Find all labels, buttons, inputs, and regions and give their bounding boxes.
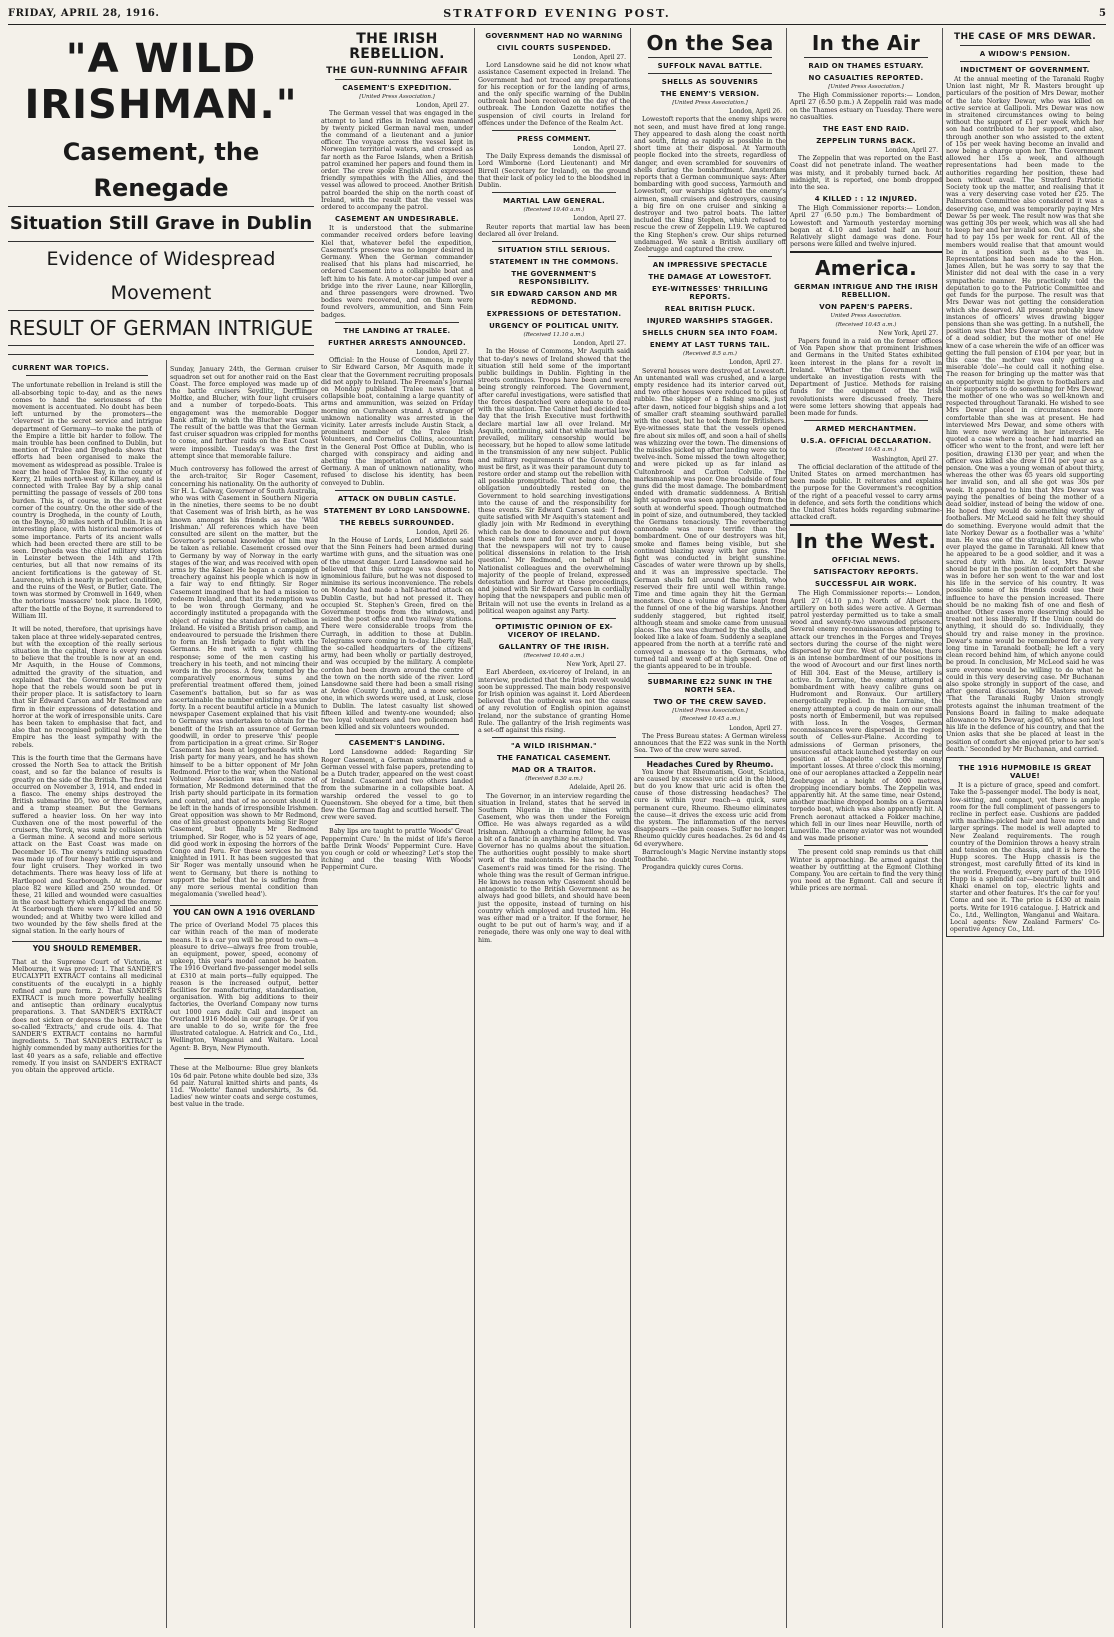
story-heading: GERMAN INTRIGUE AND THE IRISH REBELLION.	[793, 283, 939, 300]
dateline: New York, April 27.	[878, 329, 938, 337]
wire-credit: [United Press Association.]	[672, 100, 748, 106]
advert-text: Progandra quickly cures Corns.	[642, 864, 744, 872]
story-subheading: MARTIAL LAW GENERAL.	[503, 197, 605, 206]
article-paragraph: The Press Bureau states: A German wireless announces that the E22 was sunk in the North Sea. Two of the crew were saved.	[634, 732, 786, 755]
masthead	[8, 6, 1106, 25]
article-paragraph: It is understood that the submarine commander received orders before leaving Kiel that, whatever befel the expedition, Casement's presence was no longer desired in Germany. When the German commander realised that his plans had miscarried, he ordered Casement into a collapsible boat and left him to his fate. A motor-car jumped over a bridge into the river Laune, near Killorglin, and three passengers were drowned. Two bodies were recovered, and on them were found revolvers, ammunition, and Sinn Fein badges.	[321, 225, 473, 319]
story-subheading: A WIDOW'S PENSION.	[979, 50, 1071, 58]
article-paragraph: Lord Lansdowne said he did not know what assistance Casement expected in Ireland. The Government had not traced any preparations for his reception or for the landing of arms, and the only specific warning of the Dublin outbreak had been received on the day of the outbreak. The London Gazette notifies the suspension of civil courts in Ireland for offences under the Defence of the Realm Act.	[478, 62, 630, 127]
article-paragraph: Lord Lansdowne added: Regarding Sir Roger Casement, a German submarine and a German vessel with false papers, pretending to be a Dutch trader, appeared on the west coast of Ireland. Casement and two others landed from the submarine in a collapsible boat. A warship ordered the vessel to go to Queenstown. She obeyed for a time, but then flew the German flag and scuttled herself. The crew were saved.	[321, 749, 473, 822]
wire-credit: [United Press Association.]	[359, 94, 435, 100]
story-subheading: THE REBELS SURROUNDED.	[339, 518, 455, 527]
story-subheading: SHELLS CHURN SEA INTO FOAM.	[642, 329, 778, 338]
story-subheading: URGENCY OF POLITICAL UNITY.	[489, 322, 619, 331]
lead-deck-3: RESULT OF GERMAN INTRIGUE	[8, 311, 314, 346]
column-1-heading: CURRENT WAR TOPICS.	[12, 364, 110, 372]
story-subheading: CASEMENT'S EXPEDITION.	[342, 84, 452, 92]
divider	[804, 420, 928, 421]
dateline: London, April 27.	[885, 147, 938, 155]
received-time: (Received 8.5 a.m.)	[683, 351, 737, 358]
article-paragraph: Lowestoft reports that the enemy ships were not seen, and must have fired at long range. They appeared to dash along the coast north and south, firing as rapidly as possible in the short time at their disposal. At Yarmouth people flocked into the streets, regardless of danger, and even scrambled for souvenirs of shells during the bombardment. Amsterdam reports that a German communique says: After bombarding with good success, Yarmouth and Lowestoft, our warships sighted the enemy's airmen, small cruisers and destroyers, causing a big fire on one cruiser and sinking a destroyer and two patrol boats. The latter included the King Stephen, which refused to rescue the crew of Zeppelin L19. We captured the King Stephen's crew. Our ships returned undamaged. We sank a British auxiliary off Zeebrugge and captured the crew.	[634, 116, 786, 254]
story-subheading: STATEMENT IN THE COMMONS.	[489, 258, 619, 267]
article-paragraph: In the House of Commons, Mr Asquith said that to-day's news of Ireland showed that the situation still held some of the important public buildings in Dublin. Fighting in the streets continues. Troops have been and were being strongly reinforced. The Government, after careful investigations, were satisfied that the forces despatched were adequate to deal with the situation. The Cabinet had decided to-day that the Irish Executive must forthwith declare martial law all over Ireland. Mr Asquith, continuing, said that while martial law prevailed, military censorship would be necessary, but he hoped to allow some latitude in the transmission of any new subject. Public and military requirements of the Government must be first, as it was their paramount duty to restore order and stamp out the rebellion with all possible promptitude. That being done, the obligation undoubtedly rested on the Government to hold searching investigations into the cause of and the responsibility for these events. Sir Edward Carson said: 'I feel quite satisfied with Mr Asquith's statement and gladly join with Mr Redmond in everything which can be done to denounce and put down these rebels now and for ever more. I hope that the newspapers will not try to cause political dissensions in relation to the Irish question.' Mr Redmond, on behalf of his Nationalist colleagues and the overwhelming majority of the people of Ireland, expressed detestation and horror at these proceedings, and joined with Sir Edward Carson in cordially hoping that the newspapers and public men of Britain will not use the events in Ireland as a political weapon against any Party.	[478, 348, 630, 615]
dateline: Adelaide, April 26.	[569, 784, 626, 792]
story-subheading: FURTHER ARRESTS ANNOUNCED.	[328, 338, 466, 347]
dateline: New York, April 27.	[566, 661, 626, 669]
divider	[335, 490, 459, 491]
dateline: London, April 27.	[729, 724, 782, 732]
story-subheading: EYE-WITNESSES' THRILLING REPORTS.	[651, 285, 769, 302]
article-paragraph: The Zeppelin that was reported on the East Coast did not penetrate inland. The weather was misty, and it probably turned back. At midnight, it is reported, one bomb dropped into the sea.	[790, 155, 942, 192]
divider	[492, 192, 616, 193]
dateline: London, April 27.	[573, 145, 626, 153]
received-time: (Received 10.40 a.m.)	[523, 207, 585, 214]
received-time: (Received 8.30 a.m.)	[525, 776, 583, 783]
story-heading: THE CASE OF MRS DEWAR.	[954, 32, 1096, 42]
story-subheading: THE FANATICAL CASEMENT.	[496, 754, 612, 763]
column-7	[942, 28, 1107, 1628]
divider	[790, 251, 942, 253]
columns	[8, 28, 1106, 1628]
article-paragraph: The unfortunate rebellion in Ireland is still the all-absorbing topic to-day, and as the news comes to hand the seriousness of the movement is accentuated. No doubt has been left unturned by the promoters—the 'cleverest' in the secret service and intrigue department of Germany—to make the path of the Empire a little bit harder to follow. The main trouble has been confined to Dublin, but mention of Tralee and Drogheda shows that efforts had been organised to make the movement as widespread as possible. Tralee is near the head of Tralee Bay, in the county of Kerry, 21 miles north-west of Killarney, and is connected with Tralee Bay by a ship canal permitting the passage of vessels of 200 tons burden. This is, of course, in the south-west corner of the country. On the other side of the country is Drogheda, in the county of Louth, on the Boyne, 30 miles north of Dublin. It is an interesting place, with historical memories of some importance. Parts of its ancient walls which had been erected there are still to be seen. Drogheda was the chief military station in Leinster between the 14th and 17th centuries, but all that now remains of its ancient fortifications is the gateway of St. Laurence, which is nearly in perfect condition, and the ruins of the West, or Butler, Gate. The town was stormed by Cromwell in 1649, when the notorious 'massacre' took place. In 1690, after the battle of the Boyne, it surrendered to William III.	[12, 382, 162, 620]
story-heading: OFFICIAL NEWS.	[831, 556, 901, 565]
story-subheading: THE LANDING AT TRALEE.	[343, 326, 451, 335]
story-subheading: SUCCESSFUL AIR WORK.	[815, 580, 917, 589]
lead-deck-1: Situation Still Grave in Dublin	[8, 207, 314, 242]
wire-credit: [United Press Association.]	[828, 84, 904, 90]
story-subheading: THE ENEMY'S VERSION.	[660, 90, 760, 98]
story-subheading: THE DAMAGE AT LOWESTOFT.	[648, 273, 772, 282]
advert-box	[946, 757, 1104, 937]
story-subheading: NO CASUALTIES REPORTED.	[808, 74, 924, 82]
divider	[960, 45, 1090, 46]
divider	[492, 737, 616, 738]
story-subheading: STATEMENT BY LORD LANSDOWNE.	[323, 506, 471, 515]
divider	[335, 734, 459, 735]
dateline: London, April 26.	[416, 528, 469, 536]
section-heading: In the West.	[795, 529, 937, 554]
section-heading: On the Sea	[646, 31, 774, 55]
lead-deck-4	[8, 346, 314, 355]
divider	[492, 130, 616, 131]
article-paragraph: The German vessel that was engaged in the attempt to land rifles in Ireland was manned by twenty picked German naval men, under the command of a lieutenant and a junior officer. The voyage across the vessel kept in Norwegian territorial waters, and crossed as far north as the Faroe Islands, when a British patrol examined her papers and found them in order. The crew spoke English and expressed friendly sympathies with the Allies, and the vessel was allowed to proceed. Another British patrol boarded the ship on the north coast of Ireland, with the result that the vessel was ordered to accompany the patrol.	[321, 110, 473, 212]
wire-credit: [United Press Association.]	[672, 708, 748, 715]
story-subheading: U.S.A. OFFICIAL DECLARATION.	[800, 437, 932, 446]
article-paragraph: Reuter reports that martial law has been declared all over Ireland.	[478, 223, 630, 238]
article-paragraph: The Daily Express demands the dismissal of Lord Wimborne (Lord Lieutenant) and Mr Birrell (Secretary for Ireland), on the ground that their lack of policy led to the bloodshed in Dublin.	[478, 153, 630, 190]
dateline: London, April 27.	[573, 215, 626, 223]
lead-block	[8, 28, 314, 355]
column-5	[630, 28, 789, 1628]
divider	[648, 673, 772, 674]
story-subheading: SATISFACTORY REPORTS.	[813, 568, 919, 577]
divider	[184, 1058, 304, 1059]
divider	[492, 618, 616, 619]
column-6	[786, 28, 945, 1628]
story-subheading: AN IMPRESSIVE SPECTACLE	[652, 261, 768, 270]
article-paragraph: It will be noted, therefore, that uprisings have taken place at three widely-separated centres, but with the exception of the really serious situation in the capital, there is every reason to believe that the trouble is now at an end. Mr Asquith, in the House of Commons, admitted the gravity of the situation, and explained that the Government had every hope that the rebels would soon be put in their proper place. It is satisfactory to learn that Sir Edward Carson and Mr Redmond are firm in their expressions of detestation and horror at the work of irresponsible units. Care has been taken to emphasise that fact, and also that no recognised political body in the Empire has the least sympathy with the rebels.	[12, 626, 162, 749]
dateline: London, April 27.	[416, 348, 469, 356]
story-heading: ARMED MERCHANTMEN.	[815, 425, 917, 434]
advert-heading: THE 1916 HUPMOBILE IS GREAT VALUE!	[958, 764, 1092, 781]
article-paragraph: The High Commissioner reports:— London, April 27 (4.10 p.m.) North of Albert the artillery on both sides were active. A German patrol yesterday permitted us to take a small wood and seventy-two unwounded prisoners. Several enemy reconnaissances attempting to attack our trenches in the Forges and Treyes sectors during the course of the night were dispersed by our fire. West of the Meuse, there is an intense bombardment of our positions in the wood of Avocourt and our first lines north of Hill 304. East of the Meuse, artillery is active. In Lorraine, the enemy attempted a bombardment with heavy calibre guns on Hudromont and Ronvaux. Our artillery energetically replied. In the Lorraine, the enemy attempted a coup de main on our small posts north of Embermenil, but was repulsed with loss. In the Vosges, German reconnaissances were dispersed in the region south of Celles-sur-Plaine. According to admissions of German prisoners, the unsuccessful attack launched yesterday on our position at Chapelotte cost the enemy important losses. At three o'clock this morning, one of our aeroplanes attacked a Zeppelin near Zeebrugge at a height of 4000 metres, dropping incendiary bombs. The Zeppelin was apparently hit. At the same time, near Ostend, another machine dropped bombs on a German torpedo boat, which was also apparently hit. A French aeronaut attacked a Fokker machine, which fell in our lines near Heuville, north of Luneville. The enemy aviator was not wounded and was made prisoner.	[790, 590, 942, 843]
section-heading: America.	[815, 256, 917, 281]
divider	[648, 57, 772, 58]
story-heading: GOVERNMENT HAD NO WARNING	[485, 32, 623, 40]
received-time: (Received 10.45 a.m.)	[835, 321, 897, 328]
divider	[790, 524, 942, 526]
column-3	[318, 28, 476, 1628]
lead-title: "A WILD IRISHMAN."	[24, 36, 298, 128]
dateline: London, April 26.	[729, 108, 782, 116]
divider	[335, 79, 459, 80]
advert-text: It is a picture of grace, speed and comfort. Take the 5-passenger model. The body is neat, low-sitting, and compact, yet there is ample room for the full compliment of passengers to recline in perfect ease. Cushions are padded with machine-picked hair and have more and larger springs. The model is well adapted to New Zealand requirements. The rough country of the Dominion throws a heavy strain and tension on the chassis, and it is here the Hupp scores. The Hupp chassis is the strongest, most carefully fitted of its kind in the world. Frequently, every part of the 1916 Hupp is a splendid car—beautifully built and Khaki enamel on top, electric lights and starter and other features. It's the car for you! Come and see it. The price is £430 at main ports. Write for 1916 catalogue. J. Hatrick and Co., Ltd., Wellington, Wanganui and Waitara. Local agents: New Zealand Farmers' Co-operative Agency Co., Ltd.	[950, 782, 1100, 934]
story-subheading: REAL BRITISH PLUCK.	[664, 305, 756, 314]
column-4	[474, 28, 633, 1628]
story-subheading: THE GOVERNMENT'S RESPONSIBILITY.	[511, 270, 597, 287]
story-subheading: ATTACK ON DUBLIN CASTLE.	[337, 494, 457, 503]
article-paragraph: Several houses were destroyed at Lowestoft. An untenanted wall was crushed, and a large empty residence had its interior carved out, and two other houses were reduced to piles of rubble. The skipper of a fishing smack, just after dawn, noticed four biggish ships and a lot of smaller craft steaming southward parallel with the coast, but he took them for Britishers. Eye-witnesses state that the vessels opened fire about six miles off, and soon a hail of shells was whizzing over the town. The dimensions of the missiles picked up after landing were six to twelve-inch. Some missed the town altogether, and were picked up as far inland as Cultonbrook and Carlton Colville. The marksmanship was poor. One broadside of four guns did the most damage. The bombardment ended with dramatic suddenness. A British light squadron was seen approaching from the south at wonderful speed. Though outmatched in point of size, and outnumbered, they tackled the Germans tenaciously. The reverberating cannonade was more terrific than the bombardment. One of our destroyers was hit, smoke and flames being visible, but she continued blazing away with her guns. The fight was conducted in bright sunshine. Cascades of water were thrown up by shells, and it was an impressive spectacle. The German shells fell around the British, who reserved their fire until well within range. Time and time again they hit the German monsters. Once a volume of flame leapt from the funnel of one of the big warships. Another suddenly staggered, but righted itself, although steam and smoke came from unusual places. The sea was churned by the shells, and looked like a lake of foam. Suddenly a seaplane appeared from the north at a terrific rate and conveyed a message to the Germans, who turned tail and went off at high speed. One of the giants appeared to be in trouble.	[634, 367, 786, 670]
dateline: London, April 27.	[573, 54, 626, 61]
article-paragraph: In the House of Lords, Lord Middleton said that the Sinn Feiners had been armed during wartime with guns, and the situation was one of the utmost danger. Lord Lansdowne said he believed that this outrage was doomed to ignominious failure, but he was not disposed to minimise its serious inconvenience. The rebels on Monday had made a half-hearted attack on Dublin Castle, but had not pressed it. They occupied St. Stephen's Green, fired on the Government troops from the windows, and seized the post office and two railway stations. There were considerable troops from the Curragh, in addition to those at Dublin. Telegrams were coming in to-day. Liberty Hall, the so-called headquarters of the citizens' army, had been wholly or partially destroyed, and was occupied by the military. A complete cordon had been drawn around the centre of the town on the north side of the river. Lord Lansdowne said there had been a small rising at Ardee (County Louth), and a more serious one, in which swords were used, at Lusk, close to Dublin. The latest casualty list showed fifteen killed and twenty-one wounded; also two loyal volunteers and two policemen had been killed and six volunteers wounded.	[321, 536, 473, 732]
story-subheading: EXPRESSIONS OF DETESTATION.	[486, 310, 622, 319]
lead-subtitle: Casement, the Renegade	[8, 134, 314, 207]
received-time: (Received 10.40 a.m.)	[523, 652, 585, 659]
story-subheading: CASEMENT'S LANDING.	[348, 739, 446, 748]
column-2	[166, 360, 318, 1628]
issue-date: FRIDAY, APRIL 28, 1916.	[8, 8, 160, 19]
article-paragraph: The High Commissioner reports:— London, April 27 (6.50 p.m.) A Zeppelin raid was made on the Thames estuary on Tuesday. There were no casualties.	[790, 92, 942, 121]
article-paragraph: Papers found in a raid on the former offices of Von Papen show that prominent Irishmen and Germans in the United States exhibited keen interest in the plans for a revolt in Ireland. Whether the Government will undertake an investigation rests with the Department of Justice. Methods for raising funds for the equipment of the Irish revolutionists were discussed freely. There were some letters showing that appeals had been made for funds.	[790, 338, 942, 418]
story-subheading: VON PAPEN'S PAPERS.	[819, 303, 913, 312]
dateline: London, April 27.	[573, 340, 626, 348]
article-paragraph: The official declaration of the attitude of the United States on armed merchantmen has been made public. It reiterates and explains the purpose for the Government's recognition of the right of a peaceful vessel to carry arms in defence, and sets forth the conditions which the United States holds regarding submarine-attacked craft.	[790, 463, 942, 522]
story-subheading: "A WILD IRISHMAN."	[511, 742, 597, 751]
advert-heading: YOU SHOULD REMEMBER.	[12, 941, 162, 952]
story-subheading: SIR EDWARD CARSON AND MR REDMOND.	[490, 290, 618, 307]
divider	[648, 73, 772, 74]
advert-text: Barraclough's Magic Nervine instantly stops Toothache.	[634, 848, 786, 864]
story-heading: THE GUN-RUNNING AFFAIR	[326, 66, 468, 76]
article-paragraph: Earl Aberdeen, ex-viceroy of Ireland, in an interview, predicted that the Irish revolt would soon be suppressed. The main body responsive for Irish opinion was against it. Lord Aberdeen believed that the outbreak was not the cause of any revolution of English opinion against Ireland, nor the substance of granting Home Rule. The gallantry of the Irish regiments was a set-off against this rising.	[478, 669, 630, 735]
dateline: London, April 27.	[416, 102, 469, 110]
divider	[26, 375, 148, 376]
wire-credit: United Press Association.	[830, 313, 902, 320]
divider	[648, 256, 772, 257]
article-paragraph: At the annual meeting of the Taranaki Rugby Union last night, Mr R. Masters brought up particulars of the position of Mrs Dewar, mother of the late Norkey Dewar, who was killed on active service at Gallipoli. Mrs Dewar was now in straitened circumstances owing to being without the support of £1 per week which her son had contributed to her support, and also, through another son who assisted to the extent of 15s per week having become an invalid and now being a charge upon her. The Government allowed her 15s a week, and although representations had been made to the authorities regarding her position, these had been without avail. The Stratford Patriotic Society took up the matter, and realising that it was a very deserving case voted her £25. The Palmerston Committee also considered it was a deserving case, and was temporarily paying Mrs Dewar 5s per week. The result now was that she was getting 30s per week, which was all she had to keep her and her invalid son. Out of this, she had to pay 15s per week for rent. All of the members would realise that that amount would be in a position such as she was in. Representations had been made to the Hon. James Allen, but he was sorry to say that the Minister did not deal with the case in a very sympathetic manner. He practically told the deputation to go to the Patriotic Committee and get funds for the purpose. The result was that Mrs Dewar was not getting the consideration which she deserved. All present probably knew instances of officers' wives drawing bigger pensions than she was getting. In a nutshell, the position was that Mrs Dewar was not the widow of a dead soldier, but the mother of one! He knew of a case wherein the wife of an officer was getting the full pension of £104 per year, but in this case the mother was only getting a miserable 'dole'—he could call it nothing else. The reason for bringing up the matter was that an opportunity might be given to footballers and their supporters to do something for Mrs Dewar, the mother of one who was so well-known and respected throughout Taranaki. He wished to see Mrs Dewar placed in circumstances more comfortable than she was at present. He had interviewed Mrs Dewar, and some others with him were now working in her interests. He quoted a case where a teacher had married an officer who went to the front, and were left her position, drawing £130 per year, and when the officer was killed she drew £104 per year as a pension. One was a young woman of about thirty, whereas the other was 65 years old supporting her invalid son, and all she got was 30s per week. It appeared to him that Mrs Dewar was paying the penalties of being the mother of a dead soldier, instead of being the widow of one. He hoped they would do something worthy of footballers. Mr McLeod said he felt they should do something. Everyone would admit that the late Norkey Dewar as a footballer was a 'white' man. He was one of the straightest fellows who ever played the game in Taranaki. All knew that he appeared to be a good soldier, and it was a sacred duty with him. At least, Mrs Dewar should be put in the position of comfort that she was in before her son went to the war and lost his life in the service of his country. It was possible some of his friends could use their influence to have the pension increased. There should be no making fish of one and flesh of another. Other cases more deserving should be treated not less liberally. If the Union could do anything, it should do so. Individually, they should try and raise money in the province. Dewar's name would be remembered for a very long time in Taranaki football; he left a very clean record behind him, of which anyone could be proud. In conclusion, Mr McLeod said he was sure everyone would be willing to do what he could in this very deserving case. Mr Buchanan also spoke strongly in support of the case, and after general discussion, Mr Masters moved: 'That the Taranaki Rugby Union strongly protests against the inhuman treatment of the Pensions Board in failing to make adequate allowance to Mrs Dewar, aged 65, whose son lost his life in the defence of his country, and that the Union asks that she be placed at least in the position of comfort she enjoyed prior to her son's death.' Seconded by Mr Buchanan, and carried.	[946, 76, 1104, 753]
advert-text: The price of Overland Model 75 places this car within reach of the man of moderate means. It is a car you will be proud to own—a pleasure to drive—always free from trouble, an equipment, power, speed, economy of upkeep, this year's model cannot be beaten. The 1916 Overland five-passenger model sells at £310 at main ports—fully equipped. The reason is the increased output, better facilities for manufacturing, standardisation, organisation. With big additions to their factories, the Overland Company now turns out 1000 cars daily. Call and inspect an Overland 1916 Model in our garage. Or if you are unable to do so, write for the free illustrated catalogue. A. Hatrick and Co., Ltd., Wellington, Wanganui and Waitara. Local Agent: B. Bryn, New Plymouth.	[170, 922, 318, 1052]
divider	[804, 57, 928, 58]
newspaper-title: STRATFORD EVENING POST.	[443, 7, 671, 20]
divider	[804, 845, 928, 846]
newspaper-page	[8, 6, 1106, 1631]
article-paragraph: Sunday, January 24th, the German cruiser squadron set out for another raid on the East Coast. The force employed was made up of the battle cruisers Seydlitz, Derfflinger Moltke, and Blucher, with four light cruisers and a number of torpedo-boats. This engagement was the memorable Dogger Bank affair, in which the Blucher was sunk. The result of the battle was that the German fast cruiser squadron was crippled for months to come, and further raids on the East Coast were impossible. Tuesday's was the first attempt since that memorable failure.	[170, 366, 318, 460]
story-subheading: MAD OR A TRAITOR.	[511, 766, 597, 775]
received-time: (Received 10.45 a.m.)	[679, 716, 741, 723]
advert-text: These at the Melbourne: Blue grey blankets 10s 6d pair. Petone white double bed size, 33s 6d pair. Natural knitted shirts and pants, 4s 11d. 'Woolette' flannel undershirts, 3s 6d. Ladies' new winter coats and serge costumes, best value in the trade.	[170, 1065, 318, 1109]
column-1	[12, 360, 162, 1628]
received-time: (Received 11.10 a.m.)	[523, 332, 585, 339]
article-paragraph: Much controversy has followed the arrest of the arch-traitor, Sir Roger Casement, concerning his nationality. On the authority of Sir H. L. Galway, Governor of South Australia, who was with Casement in Southern Nigeria in the nineties, there seems to be no doubt that Casement was of Irish birth, as he was known amongst his friends as the 'Wild Irishman.' All references which have been consulted are silent on the matter, but the Governor's personal knowledge of him may be taken as reliable. Casement crossed over to Germany by way of Norway in the early stages of the war, and was received with open arms by the Kaiser. He began a campaign of treachery against his people which is now in a fair way to end fittingly. Sir Roger Casement imagined that he had a mission to redeem Ireland, and that its redemption was to be won through Germany, and he accordingly instituted a propaganda with the object of raising the standard of rebellion in Ireland. He visited a British prison camp, and endeavoured to persuade the Irishmen there to form an Irish brigade to fight with the Germans. He met with a very chilling response; some of the men casting his treachery in his teeth, and not mincing their words in the process. A few, tempted by the comparatively enormous sums and preferential treatment offered them, joined Casement's battalion, but so far as was ascertainable the number enlisting was under forty. In a recent beautiful article in a Munich newspaper Casement explained that his visit to Germany was undertaken to obtain for the benefit of the Irish an assurance of German goodwill, in order to preserve 'this' people from participation in a great crime. Sir Roger Casement has been at loggerheads with the Irish party for many years, and he has shown himself to be a bitter opponent of Mr John Redmond. Prior to the war, when the National Volunteer Association was in course of formation, Mr Redmond determined that the Irish party should participate in its formation and control, and that of no account should it be left in the hands of irresponsible Irishmen. Great opposition was shown to Mr Redmond, one of his greatest opponents being Sir Roger Casement, but finally Mr Redmond triumphed. Sir Roger, who is 52 years of age, did good work in exposing the horrors of the Congo and Peru. For these services he was knighted in 1911. It has been suggested that Sir Roger was mentally unsound when he went to Germany, but there is nothing to support the belief that he is suffering from any more serious mental condition than megalomania ('swelled head').	[170, 466, 318, 899]
advert-heading: Headaches Cured by Rheumo.	[634, 757, 786, 768]
story-subheading: SITUATION STILL SERIOUS.	[497, 246, 611, 255]
page-number: 5	[1099, 8, 1106, 19]
divider	[492, 241, 616, 242]
story-subheading: ENEMY AT LAST TURNS TAIL.	[649, 341, 771, 350]
advert-text: You know that Rheumatism, Gout, Sciatica, are caused by excessive uric acid in the blood, but do you know that uric acid is often the cause of those distressing headaches? The cure is within your reach—a quick, sure permanent cure, Rheumo. Rheumo eliminates the cause—it drives the excess uric acid from the system. The inflammation of the nerves disappears —the pain ceases. Suffer no longer. Rheumo quickly cures headaches. 2s 6d and 4s 6d everywhere.	[634, 768, 786, 848]
dateline: Washington, April 27.	[872, 455, 938, 463]
story-heading: RAID ON THAMES ESTUARY.	[808, 62, 924, 70]
divider	[335, 824, 459, 825]
article-paragraph: Official: In the House of Commons, in reply to Sir Edward Carson, Mr Asquith made it clear that the Government recruiting proposals did not apply to Ireland. The Freeman's Journal on Monday published Tralee news that a collapsible boat, containing a large quantity of arms and ammunition, was seized on Friday morning on Curraheen strand. A stranger of unknown nationality was arrested in the vicinity. Later arrests include Austin Stack, a prominent member of the Tralee Irish Volunteers, and Cornelius Collins, accountant in the General Post Office at Dublin, who is charged with conspiracy and aiding and abetting the importation of arms from Germany. A man of unknown nationality, who refused to disclose his identity, has been conveyed to Dublin.	[321, 357, 474, 487]
story-subheading: INDICTMENT OF GOVERNMENT.	[960, 66, 1090, 74]
story-subheading: CASEMENT AN UNDESIRABLE.	[335, 215, 459, 224]
story-subheading: PRESS COMMENT.	[517, 135, 591, 144]
divider	[335, 322, 459, 323]
section-heading: THE IRISH REBELLION.	[349, 31, 445, 62]
advert-text: The present cold snap reminds us that chill Winter is approaching. Be armed against the weather by outfitting at the Egmont Clothing Company. You are certain to find the very thing you need at the Egmont. Call and secure it while prices are normal.	[790, 849, 942, 893]
story-subheading: CIVIL COURTS SUSPENDED.	[496, 44, 612, 52]
story-heading: SUFFOLK NAVAL BATTLE.	[657, 62, 763, 70]
story-subheading: TWO OF THE CREW SAVED.	[653, 698, 767, 707]
article-paragraph: The Governor, in an interview regarding the situation in Ireland, states that he served in Southern Nigeria in the nineties with Casement, who was then under the Foreign Office. He was always regarded as a wild Irishman. Although a charming fellow, he was a bit of a fanatic in anything he attempted. The Governor has no qualms about the situation. The authorities ought possibly to make short work of the malcontents. He has no doubt Casement's raid was timed for the rising. The whole thing was the result of German intrigue. He knows no reason why Casement should be antagonistic to the British Government as he always had good billets, and should have been just the opposite, instead of turning on his country which employed and trusted him. He was either mad or a traitor. If the former, he ought to be put out of harm's way, and if a renegade, there was only one way to deal with him.	[478, 792, 630, 944]
lead-deck-2: Evidence of Widespread Movement	[8, 242, 314, 311]
story-subheading: 4 KILLED : : 12 INJURED.	[814, 195, 918, 204]
story-subheading: ZEPPELIN TURNS BACK.	[816, 137, 916, 146]
section-heading: In the Air	[811, 31, 921, 55]
advert-heading: YOU CAN OWN A 1916 OVERLAND	[170, 905, 318, 916]
advert-text: Baby lips are taught to prattle 'Woods' Great Peppermint Cure.' In the midst of life's fierce battle Drink Woods' Peppermint Cure. Have you cough or cold or wheezing? Let's stop the itching and the teasing With Woods' Peppermint Cure.	[321, 828, 473, 872]
story-subheading: SHELLS AS SOUVENIRS	[661, 78, 759, 86]
story-subheading: THE EAST END RAID.	[822, 125, 910, 134]
story-subheading: GALLANTRY OF THE IRISH.	[498, 642, 610, 651]
received-time: (Received 10.45 a.m.)	[835, 447, 897, 454]
advert-text: That at the Supreme Court of Victoria, at Melbourne, it was proved: 1. That SANDER'S EUCALYPTI EXTRACT contains all medicinal constituents of the eucalypti in a highly refined and pure form. 2. That SANDER'S EXTRACT is much more powerfully healing and antiseptic than ordinary eucalyptus preparations. 3. That SANDER'S EXTRACT does not sicken or depress the heart like the so-called 'Extracts,' and crude oils. 4. That SANDER'S EXTRACT contains no harmful ingredients. 5. That SANDER'S EXTRACT is highly commended by many authorities for the last 40 years as a safe, reliable and effective remedy. If you insist on SANDER'S EXTRACT you obtain the approved article.	[12, 958, 162, 1074]
story-subheading: INJURED WARSHIPS STAGGER.	[646, 317, 774, 326]
dateline: London, April 27.	[729, 359, 782, 367]
story-subheading: OPTIMISTIC OPINION OF EX-VICEROY OF IRELAND.	[495, 622, 613, 639]
divider	[960, 61, 1090, 62]
article-paragraph: This is the fourth time that the Germans have crossed the North Sea to attack the British coast, and so far the balance of results is greatly on the side of the British. The first raid occurred on November 3, 1914, and ended in a fiasco. The enemy ships destroyed the British submarine D5, two or three trawlers, and a tramp steamer. But the Germans suffered a heavier loss. On her way into Cuxhaven one of the most powerful of the cruisers, the Yorck, was sunk by collision with a German mine. A second and more serious attack on the East Coast was made on December 16. The enemy's raiding squadron was made up of four heavy battle cruisers and four light cruisers. They worked in two detachments. There was heavy loss of life at Hartlepool and Scarborough. At the former place 82 were killed and 250 wounded. Of these, 21 killed and wounded were casualties in the coast battery which engaged the enemy. At Scarborough there were 17 killed and 50 wounded; and at Whitby two were killed and two wounded by the few shells fired at the signal station. In the early hours of	[12, 755, 162, 935]
story-subheading: SUBMARINE E22 SUNK IN THE NORTH SEA.	[647, 678, 773, 695]
article-paragraph: The High Commissioner reports:— London, April 27 (6.50 p.m.) The bombardment of Lowestoft and Yarmouth yesterday morning began at 4.10 and lasted half an hour. Relatively slight damage was done. Four persons were killed and twelve injured.	[790, 205, 942, 249]
